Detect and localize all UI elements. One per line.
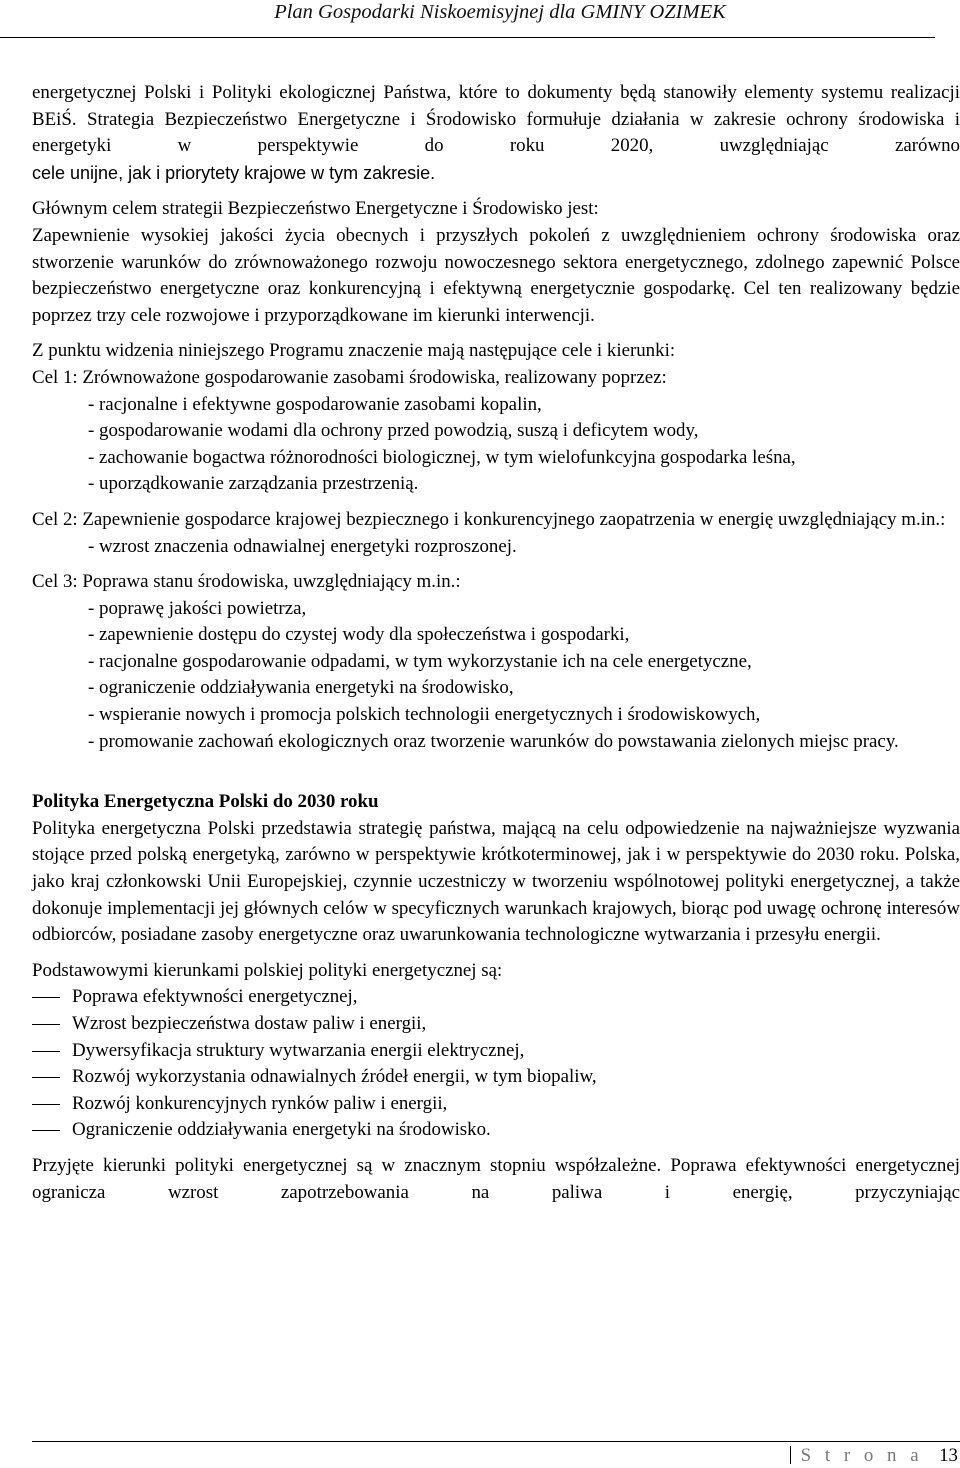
goal-item: - promowanie zachowań ekologicznych oraz tworzenie warunków do powstawania zielonych miejsc pracy. (88, 730, 899, 752)
intro-text-tail: cele unijne, jak i priorytety krajowe w tym zakresie. (32, 162, 436, 183)
program-intro: Z punktu widzenia niniejszego Programu znaczenie mają następujące cele i kierunki: (32, 340, 676, 362)
document-title: Plan Gospodarki Niskoemisyjnej dla GMINY OZIMEK (274, 1, 726, 23)
page-label: S t r o n a (800, 1445, 924, 1466)
goal-item: - uporządkowanie zarządzania przestrzenią. (88, 473, 419, 495)
document-body (32, 80, 960, 1206)
intro-paragraph-tail (32, 160, 960, 188)
list-item (32, 1117, 960, 1144)
list-item-text: Rozwój wykorzystania odnawialnych źródeł energii, w tym biopaliw, (72, 1066, 597, 1088)
footer-bar (790, 1446, 791, 1464)
dash-bullet-icon (32, 1024, 60, 1025)
goal-item: - racjonalne gospodarowanie odpadami, w tym wykorzystanie ich na cele energetyczne, (88, 650, 752, 672)
list-item-text: Rozwój konkurencyjnych rynków paliw i energii, (72, 1092, 448, 1114)
list-item (32, 1011, 960, 1038)
list-item (32, 1091, 960, 1118)
main-goal-intro: Głównym celem strategii Bezpieczeństwo Energetyczne i Środowisko jest: (32, 198, 599, 220)
goal-item: - wspieranie nowych i promocja polskich technologii energetycznych i środowiskowych, (88, 704, 761, 726)
list-item-text: Dywersyfikacja struktury wytwarzania energii elektrycznej, (72, 1039, 525, 1061)
list-item (32, 1038, 960, 1065)
list-item (32, 1064, 960, 1091)
section-body: Polityka energetyczna Polski przedstawia strategię państwa, mającą na celu odpowiedzenie na najważniejsze wyzwania stojące przed polską energetyką, zarówno w perspektywie krótkoterminowej, jak i w perspektywie do 2030 roku. Polska, jako kraj członkowski Unii Europejskiej, czynnie uczestniczy w tworzeniu wspólnotowej polityki energetycznej, a także dokonuje implementacji jej głównych celów w specyficznych warunkach krajowych, biorąc pod uwagę ochronę interesów odbiorców, posiadane zasoby energetyczne oraz uwarunkowania technologiczne wytwarzania i przesyłu energii. (32, 817, 960, 946)
dash-bullet-icon (32, 997, 60, 998)
page-number: 13 (939, 1445, 958, 1466)
section-heading: Polityka Energetyczna Polski do 2030 roku (32, 791, 379, 813)
page-header (0, 0, 960, 44)
list-item-text: Wzrost bezpieczeństwa dostaw paliw i energii, (72, 1013, 427, 1034)
main-goal-body: Zapewnienie wysokiej jakości życia obecnych i przyszłych pokoleń z uwzględnieniem ochrony środowiska oraz stworzenie warunków do zrównoważonego rozwoju nowoczesnego sektora energetycznego, zdolnego zapewnić Polsce bezpieczeństwo energetyczne oraz konkurencyjną i efektywną energetycznie gospodarkę. Cel ten realizowany będzie poprzez trzy cele rozwojowe i przyporządkowane im kierunki interwencji. (32, 224, 960, 326)
goal-2 (32, 507, 960, 560)
footer-divider (32, 1441, 960, 1442)
goal-item: - racjonalne i efektywne gospodarowanie zasobami kopalin, (88, 393, 542, 415)
page-footer (790, 1445, 958, 1467)
list-item-text: Poprawa efektywności energetycznej, (72, 986, 358, 1008)
closing-paragraph: Przyjęte kierunki polityki energetycznej są w znacznym stopniu współzależne. Poprawa efektywności energetycznej ogranicza wzrost zapotrzebowania na paliwa i energię, przyczyniając (32, 1154, 960, 1203)
intro-paragraph (32, 80, 960, 160)
goal-title: Cel 2: Zapewnienie gospodarce krajowej bezpiecznego i konkurencyjnego zaopatrzenia w energię uwzględniający m.in.: (32, 508, 946, 530)
goal-title: Cel 3: Poprawa stanu środowiska, uwzględniający m.in.: (32, 571, 461, 593)
goal-item: - ograniczenie oddziaływania energetyki na środowisko, (88, 677, 514, 699)
goal-item: - gospodarowanie wodami dla ochrony przed powodzią, suszą i deficytem wody, (88, 420, 699, 442)
goal-item: - zapewnienie dostępu do czystej wody dla społeczeństwa i gospodarki, (88, 624, 630, 646)
dash-bullet-icon (32, 1051, 60, 1052)
dash-bullet-icon (32, 1104, 60, 1105)
dash-bullet-icon (32, 1077, 60, 1078)
dash-bullet-icon (32, 1130, 60, 1131)
goal-item: - wzrost znaczenia odnawialnej energetyki rozproszonej. (88, 535, 517, 557)
directions-intro: Podstawowymi kierunkami polskiej polityki energetycznej są: (32, 959, 503, 981)
list-item (32, 984, 960, 1011)
intro-text: energetycznej Polski i Polityki ekologicznej Państwa, które to dokumenty będą stanowiły elementy systemu realizacji BEiŚ. Strategia Bezpieczeństwo Energetyczne i Środowisko formułuje działania w zakresie ochrony środowiska i energetyki w perspektywie do roku 2020, uwzględniając zarówno (32, 82, 960, 157)
goal-3 (32, 569, 960, 755)
goal-item: - zachowanie bogactwa różnorodności biologicznej, w tym wielofunkcyjna gospodarka leśna, (88, 446, 796, 468)
goal-title: Cel 1: Zrównoważone gospodarowanie zasobami środowiska, realizowany poprzez: (32, 366, 667, 388)
header-divider (0, 37, 935, 38)
list-item-text: Ograniczenie oddziaływania energetyki na środowisko. (72, 1119, 491, 1141)
goal-item: - poprawę jakości powietrza, (88, 597, 307, 619)
goal-1 (32, 365, 960, 498)
directions-list (32, 984, 960, 1144)
